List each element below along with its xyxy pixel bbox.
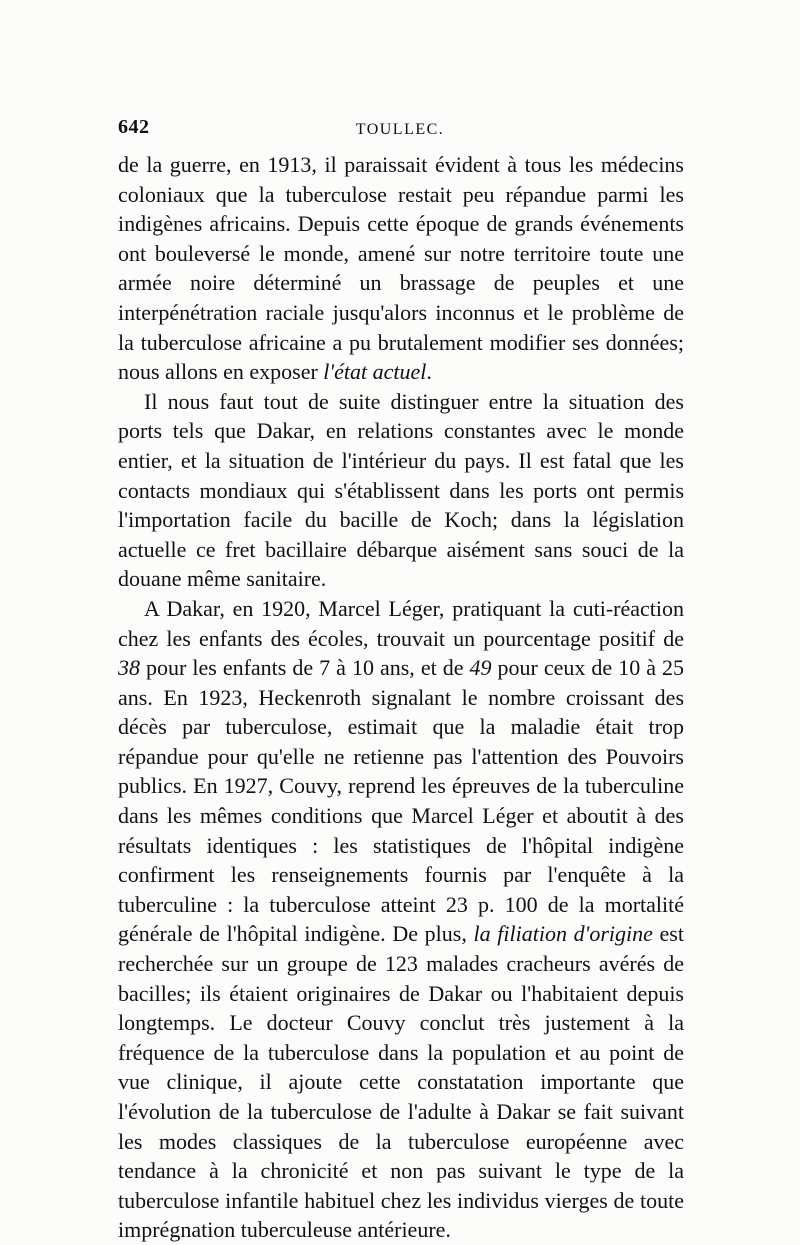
paragraph-text: pour les enfants de 7 à 10 ans, et de — [140, 655, 470, 681]
paragraph-2 — [118, 387, 684, 594]
body-text — [118, 150, 684, 1245]
italic-figure: 38 — [118, 655, 140, 681]
paragraph-1 — [118, 150, 684, 387]
paragraph-text: est recherchée sur un groupe de 123 malades cracheurs avérés de bacilles; ils étaient originaires de Dakar ou l'habitaient depuis longtemps. Le docteur Couvy conclut très justement à la fréquence de la tuberculose dans la population et au point de vue clinique, il ajoute cette constatation importante que l'évolution de la tuberculose de l'adulte à Dakar se fait suivant les modes classiques de la tuberculose européenne avec tendance à la chronicité et non pas suivant le type de la tuberculose infantile habituel chez les individus vierges de toute imprégnation tuberculeuse antérieure. — [118, 921, 684, 1243]
paragraph-text: Il nous faut tout de suite distinguer entre la situation des ports tels que Dakar, en relations constantes avec le monde entier, et la situation de l'intérieur du pays. Il est fatal que les contacts mondiaux qui s'établissent dans les ports ont permis l'importation facile du bacille de Koch; dans la législation actuelle ce fret bacillaire débarque aisément sans souci de la douane même sanitaire. — [118, 388, 684, 592]
page-header — [118, 116, 682, 144]
running-head: TOULLEC. — [355, 121, 445, 138]
italic-phrase: l'état actuel — [323, 359, 427, 385]
italic-figure: 49 — [469, 655, 492, 681]
paragraph-text: . — [426, 359, 432, 385]
paragraph-text: A Dakar, en 1920, Marcel Léger, pratiquant la cuti-réaction chez les enfants des écoles, trouvait un pourcentage positif de — [118, 595, 684, 651]
italic-phrase: la filiation d'origine — [473, 921, 653, 947]
paragraph-text: pour ceux de 10 à 25 ans. En 1923, Heckenroth signalant le nombre croissant des décès par tuberculose, estimait que la maladie était trop répandue pour qu'elle ne retienne pas l'attention des Pouvoirs publics. En 1927, Couvy, reprend les épreuves de la tuberculine dans les mêmes conditions que Marcel Léger et aboutit à des résultats identiques : les statistiques de l'hôpital indigène confirment les renseignements fournis par l'enquête à la tuberculine : la tuberculose atteint 23 p. 100 de la mortalité générale de l'hôpital indigène. De plus, — [118, 655, 684, 947]
paragraph-3 — [118, 594, 684, 1245]
page-number: 642 — [118, 116, 150, 138]
paragraph-text: de la guerre, en 1913, il paraissait évident à tous les médecins coloniaux que la tuberculose restait peu répandue parmi les indigènes africains. Depuis cette époque de grands événements ont bouleversé le monde, amené sur notre territoire toute une armée noire déterminé un brassage de peuples et une interpénétration raciale jusqu'alors inconnus et le problème de la tuberculose africaine a pu brutalement modifier ses données; nous allons en exposer — [118, 152, 684, 385]
